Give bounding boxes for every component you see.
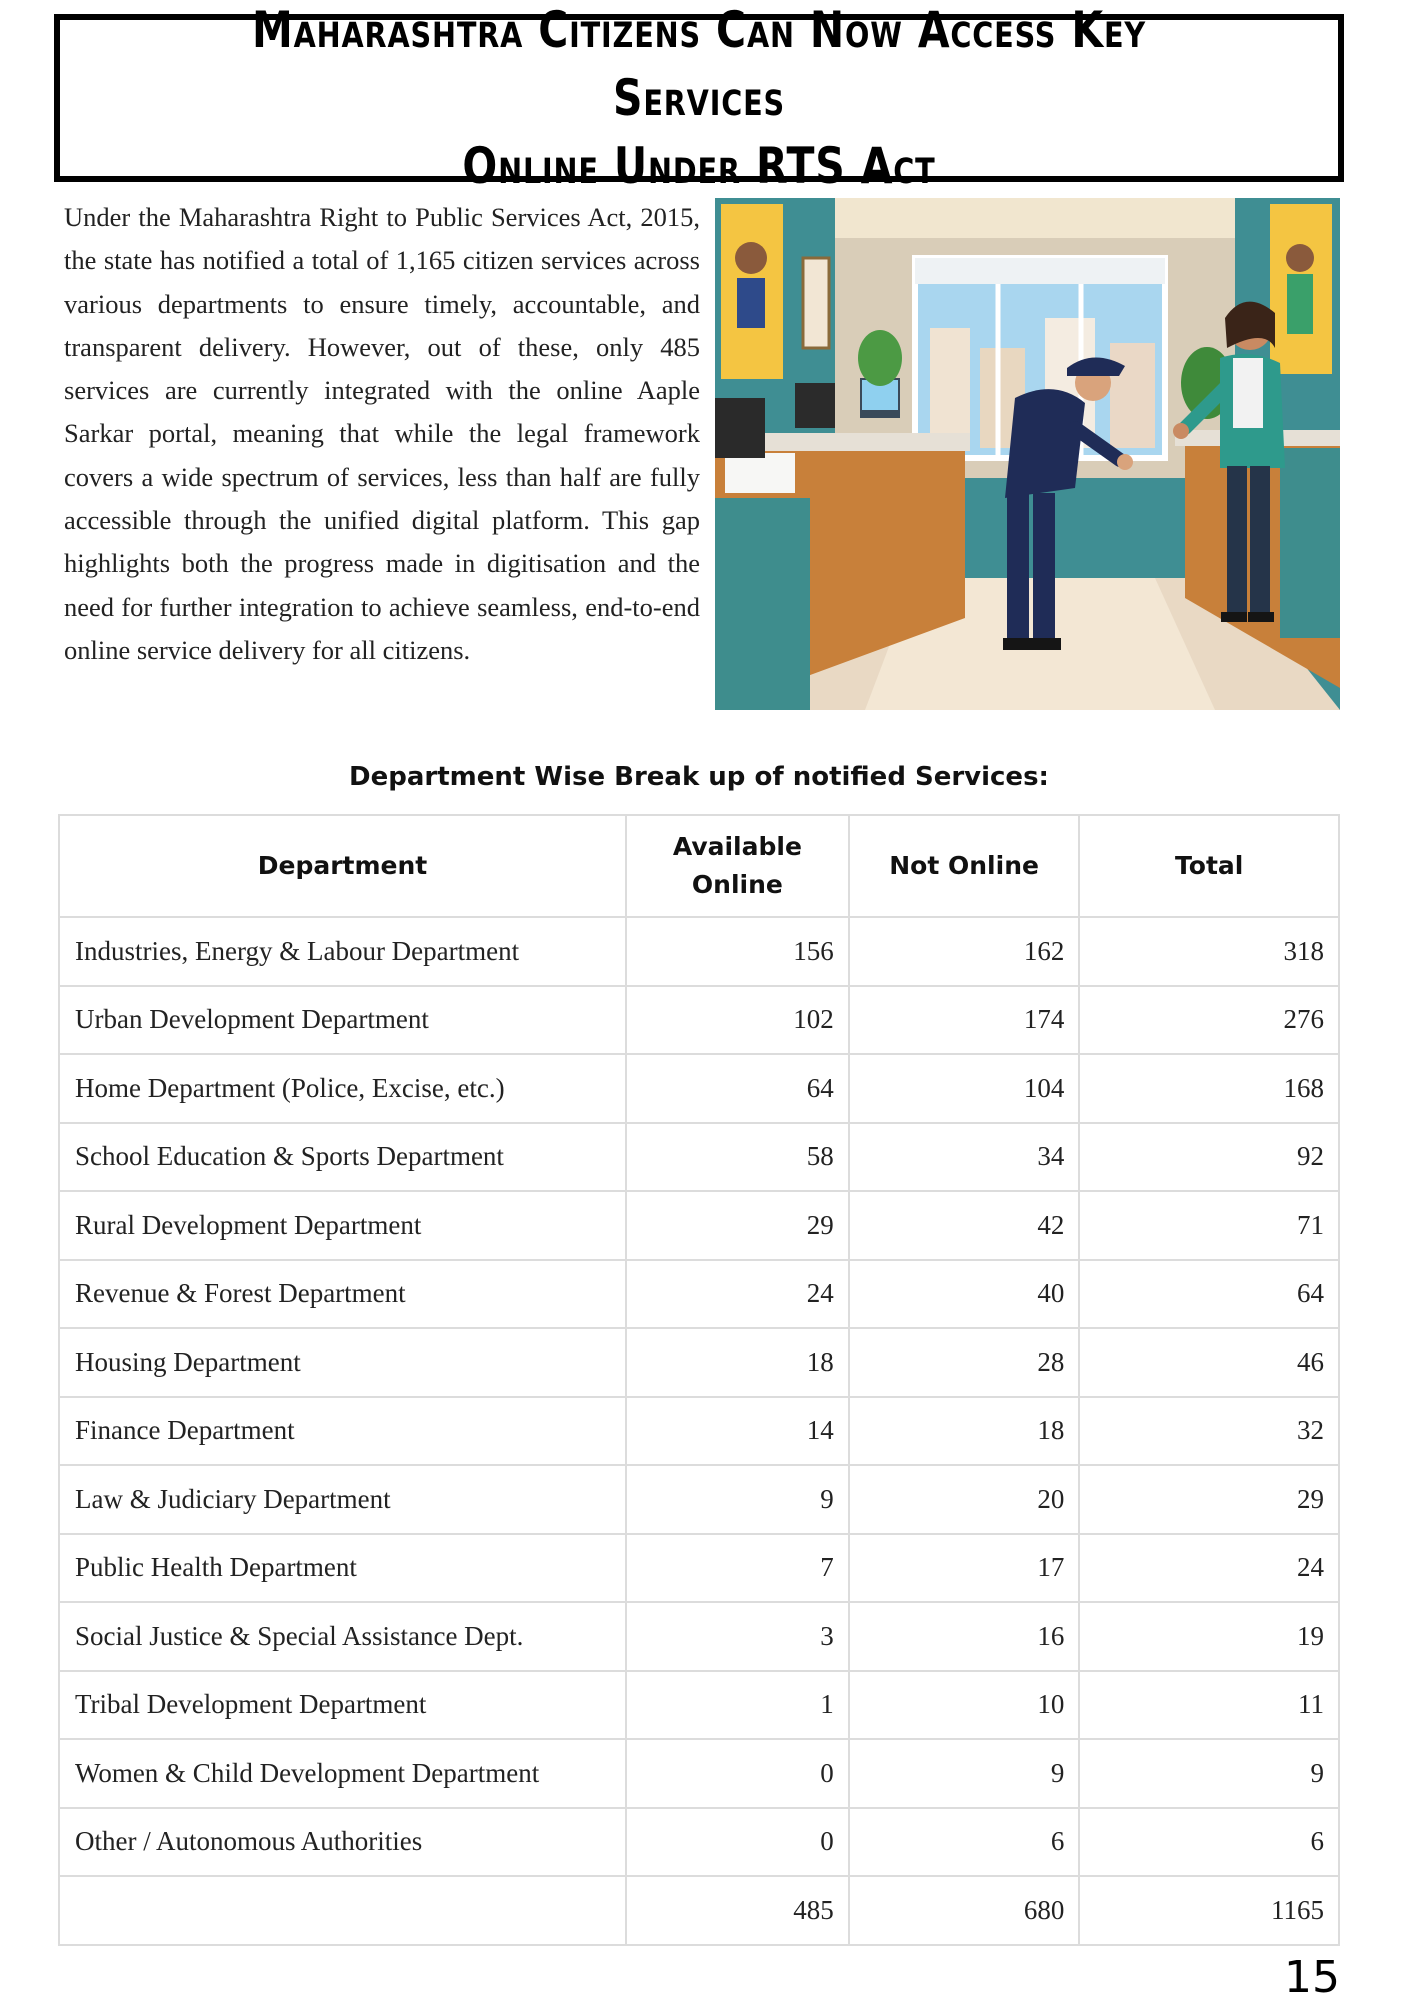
- department-services-table: [58, 814, 1340, 1946]
- cell-not-online: 104: [849, 1054, 1080, 1123]
- cell-total: 92: [1079, 1123, 1339, 1192]
- cell-total: 168: [1079, 1054, 1339, 1123]
- table-row: [59, 1123, 1339, 1192]
- table-totals-row: [59, 1876, 1339, 1945]
- cell-total: 64: [1079, 1260, 1339, 1329]
- table-row: [59, 1534, 1339, 1603]
- cell-available-online: 58: [626, 1123, 849, 1192]
- cell-available-online: 9: [626, 1465, 849, 1534]
- cell-available-online: 14: [626, 1397, 849, 1466]
- header-available-online-line2: Online: [691, 870, 783, 899]
- cell-department: Law & Judiciary Department: [59, 1465, 626, 1534]
- table-row: [59, 1602, 1339, 1671]
- header-not-online: Not Online: [849, 815, 1080, 917]
- cell-grand-total: 1165: [1079, 1876, 1339, 1945]
- header-available-online: [626, 815, 849, 917]
- cell-available-online: 102: [626, 986, 849, 1055]
- intro-paragraph: Under the Maharashtra Right to Public Services Act, 2015, the state has notified a total of 1,165 citizen services across various departments to ensure timely, accountable, and transparent delivery. However, out of these, only 485 services are currently integrated with the online Aaple Sarkar portal, meaning that while the legal framework covers a wide spectrum of services, less than half are fully accessible through the unified digital platform. This gap highlights both the progress made in digitisation and the need for further integration to achieve seamless, end-to-end online service delivery for all citizens.: [64, 202, 700, 665]
- cell-department: Women & Child Development Department: [59, 1739, 626, 1808]
- cell-total: 11: [1079, 1671, 1339, 1740]
- table-row: [59, 1808, 1339, 1877]
- cell-available-online: 3: [626, 1602, 849, 1671]
- table-row: [59, 1739, 1339, 1808]
- cell-not-online: 42: [849, 1191, 1080, 1260]
- cell-department: Public Health Department: [59, 1534, 626, 1603]
- cell-total: 29: [1079, 1465, 1339, 1534]
- cell-department: Revenue & Forest Department: [59, 1260, 626, 1329]
- table-row: [59, 1191, 1339, 1260]
- cell-not-online: 17: [849, 1534, 1080, 1603]
- table-row: [59, 917, 1339, 986]
- page-title: [175, 0, 1223, 200]
- cell-department: Tribal Development Department: [59, 1671, 626, 1740]
- cell-available-online: 0: [626, 1808, 849, 1877]
- cell-available-online: 1: [626, 1671, 849, 1740]
- cell-not-online: 162: [849, 917, 1080, 986]
- cell-total: 32: [1079, 1397, 1339, 1466]
- table-header-row: [59, 815, 1339, 917]
- cell-not-online: 18: [849, 1397, 1080, 1466]
- cell-not-online: 20: [849, 1465, 1080, 1534]
- cell-total: 24: [1079, 1534, 1339, 1603]
- cell-total: 19: [1079, 1602, 1339, 1671]
- cell-not-online: 40: [849, 1260, 1080, 1329]
- table-row: [59, 1397, 1339, 1466]
- cell-available-online: 24: [626, 1260, 849, 1329]
- cell-department: School Education & Sports Department: [59, 1123, 626, 1192]
- cell-department: Industries, Energy & Labour Department: [59, 917, 626, 986]
- cell-total: 276: [1079, 986, 1339, 1055]
- cell-total: 318: [1079, 917, 1339, 986]
- cell-available-online: 0: [626, 1739, 849, 1808]
- header-department: Department: [59, 815, 626, 917]
- cell-department: Home Department (Police, Excise, etc.): [59, 1054, 626, 1123]
- table-row: [59, 1054, 1339, 1123]
- cell-not-online: 9: [849, 1739, 1080, 1808]
- header-total: Total: [1079, 815, 1339, 917]
- cell-not-online: 34: [849, 1123, 1080, 1192]
- title-box: [54, 1, 1344, 195]
- header-available-online-line1: Available: [672, 832, 802, 861]
- table-row: [59, 1671, 1339, 1740]
- cell-available-online: 29: [626, 1191, 849, 1260]
- cell-totals-label: [59, 1876, 626, 1945]
- cell-department: Other / Autonomous Authorities: [59, 1808, 626, 1877]
- cell-not-online: 28: [849, 1328, 1080, 1397]
- table-title: Department Wise Break up of notified Services:: [349, 762, 1049, 792]
- cell-total: 6: [1079, 1808, 1339, 1877]
- cell-total: 46: [1079, 1328, 1339, 1397]
- table-row: [59, 986, 1339, 1055]
- cell-not-online: 16: [849, 1602, 1080, 1671]
- table-row: [59, 1465, 1339, 1534]
- cell-available-online: 18: [626, 1328, 849, 1397]
- cell-available-online: 7: [626, 1534, 849, 1603]
- cell-not-online: 174: [849, 986, 1080, 1055]
- cell-not-online: 10: [849, 1671, 1080, 1740]
- cell-total: 71: [1079, 1191, 1339, 1260]
- cell-not-online: 6: [849, 1808, 1080, 1877]
- cell-department: Social Justice & Special Assistance Dept.: [59, 1602, 626, 1671]
- cell-department: Urban Development Department: [59, 986, 626, 1055]
- cell-department: Rural Development Department: [59, 1191, 626, 1260]
- cell-department: Housing Department: [59, 1328, 626, 1397]
- table-row: [59, 1260, 1339, 1329]
- cell-total-available-online: 485: [626, 1876, 849, 1945]
- cell-available-online: 156: [626, 917, 849, 986]
- office-illustration: [715, 198, 1340, 710]
- table-row: [59, 1328, 1339, 1397]
- cell-total: 9: [1079, 1739, 1339, 1808]
- cell-department: Finance Department: [59, 1397, 626, 1466]
- page-number: 15: [1284, 1952, 1340, 2000]
- title-line-1: Maharashtra Citizens Can Now Access Key Services: [252, 1, 1146, 127]
- cell-total-not-online: 680: [849, 1876, 1080, 1945]
- cell-available-online: 64: [626, 1054, 849, 1123]
- title-line-2: Online Under RTS Act: [462, 137, 936, 195]
